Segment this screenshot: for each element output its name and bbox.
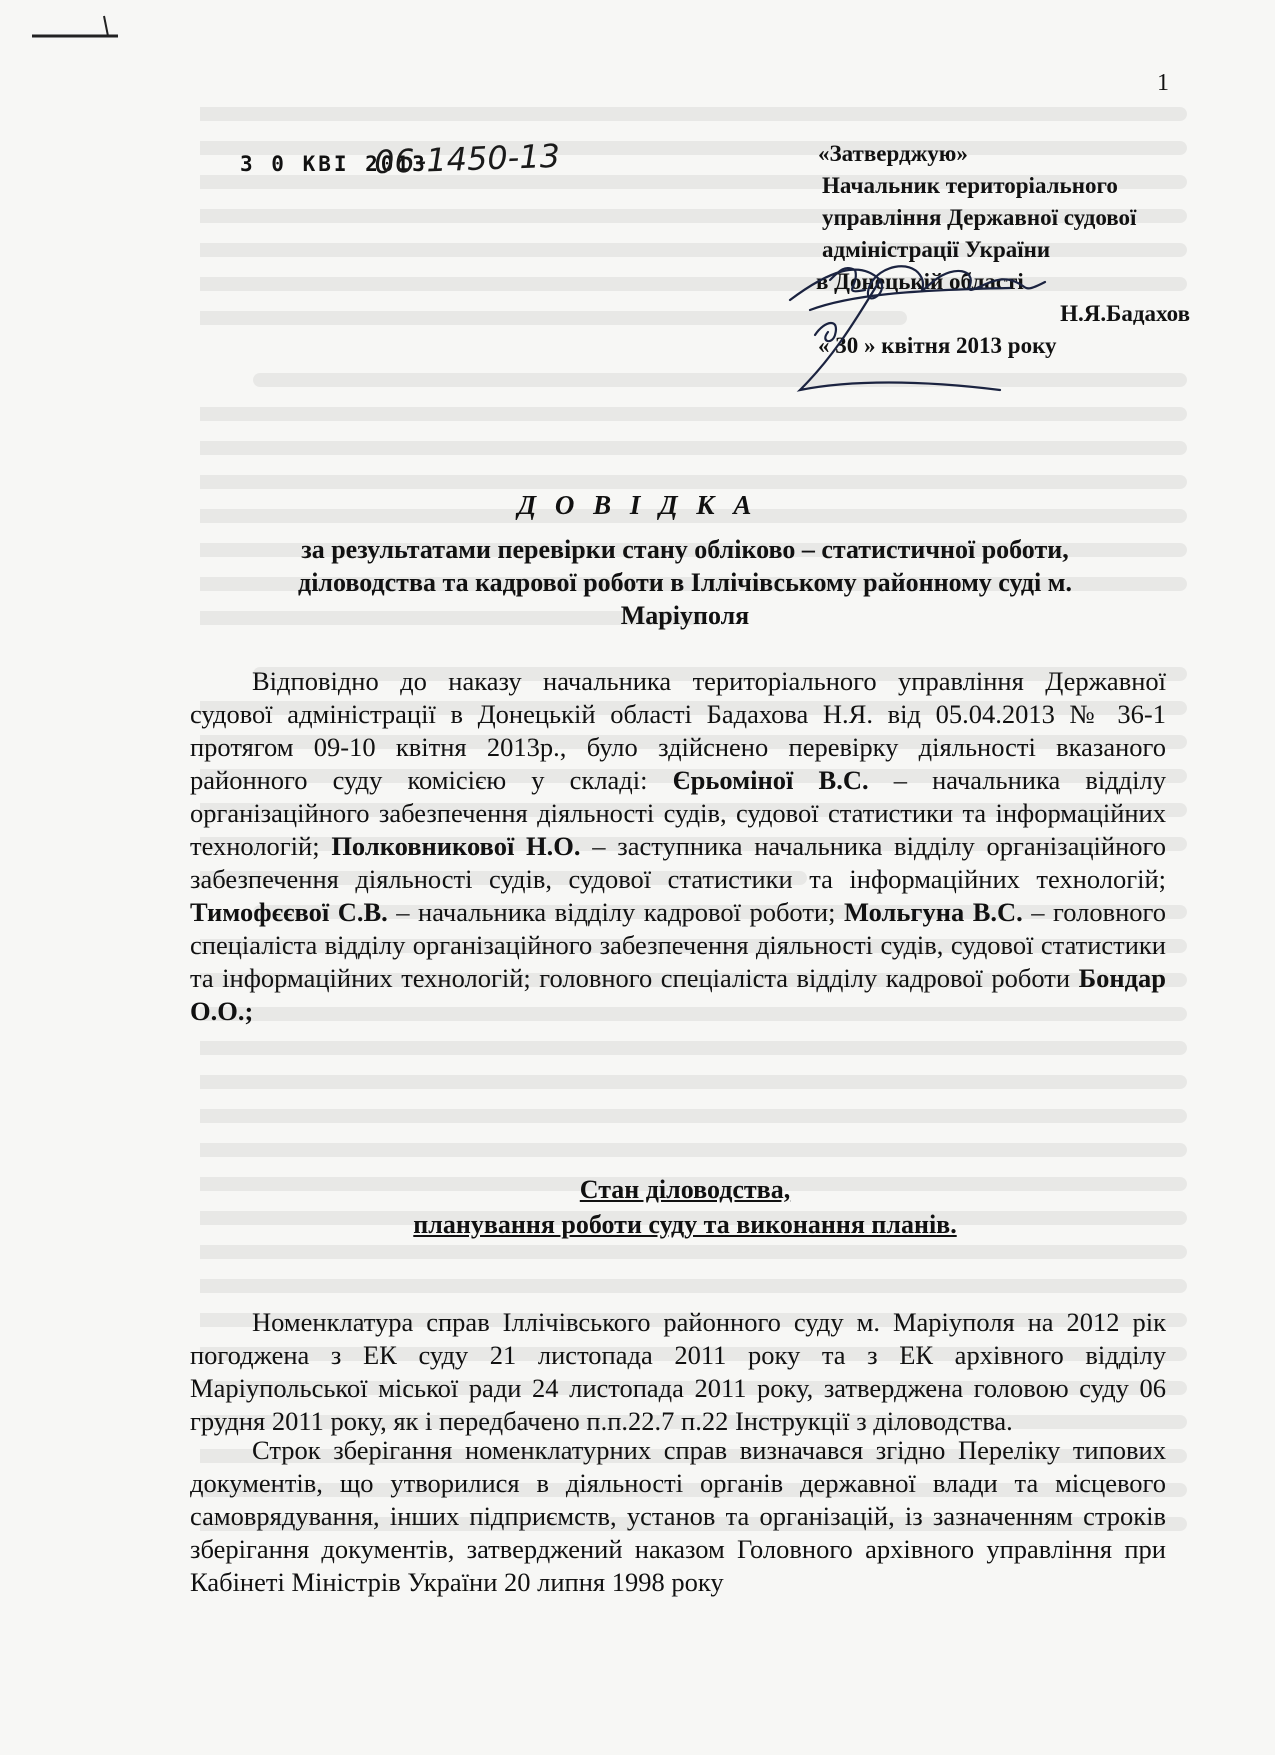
paragraph-text: Номенклатура справ Іллічівського районного суду м. Маріуполя на 2012 рік погоджена з ЕК суду 21 листопада 2011 року та з ЕК архівного відділу Маріупольської міської ради 24 листопада 2011 року, затверджена головою суду 06 грудня 2011 року, як і передбачено п.п.22.7 п.22 Інструкції з діловодства.	[190, 1307, 1166, 1436]
approval-heading: «Затверджую»	[818, 141, 968, 166]
section-heading-line: планування роботи суду та виконання планів.	[413, 1210, 957, 1239]
page-number: 1	[1157, 70, 1169, 96]
paragraph-nomenclature	[190, 1306, 1166, 1438]
commission-member-name: Бондар О.О.;	[190, 963, 1166, 1026]
paragraph-commission	[190, 665, 1166, 1028]
approval-position-line4: в Донецькій області	[816, 269, 1024, 294]
paragraph-text	[190, 665, 1166, 1028]
commission-member-name: Полковникової Н.О.	[331, 831, 581, 861]
paragraph-storage-terms	[190, 1434, 1166, 1599]
text-run: – начальника відділу організаційного забезпечення діяльності судів, судової статистики та інформаційних технологій;	[190, 765, 1166, 861]
text-run: – головного спеціаліста відділу організаційного забезпечення діяльності судів, судової статистики та інформаційних технологій; головного спеціаліста відділу кадрової роботи	[190, 897, 1167, 993]
handwritten-signature	[770, 240, 1090, 410]
approval-position-line2: управління Державної судової	[822, 205, 1137, 230]
subtitle-line: діловодства та кадрової роботи в Іллічівському районному суді м.	[298, 568, 1072, 597]
received-date-stamp: 3 0 КВІ 2013	[240, 152, 428, 176]
commission-member-name: Єрьоміної В.С.	[672, 765, 869, 795]
section-heading-line: Стан діловодства,	[579, 1175, 791, 1204]
commission-member-name: Тимофєєвої С.В.	[190, 897, 388, 927]
approval-date: « 30 » квітня 2013 року	[818, 333, 1057, 358]
commission-member-name: Мольгуна В.С.	[843, 897, 1023, 927]
text-run: Відповідно до наказу начальника територіального управління Державної судової адміністрації в Донецькій області Бадахова Н.Я. від 05.04.2013 № 36-1 протягом 09-10 квітня 2013р., було здійснено перевірку діяльності вказаного районного суду комісією у складі:	[190, 666, 1166, 795]
approval-position-line3: адміністрації України	[822, 237, 1051, 262]
document-title: Д О В І Д К А	[517, 490, 758, 520]
subtitle-line: за результатами перевірки стану обліково – статистичної роботи,	[301, 535, 1069, 564]
paragraph-text: Строк зберігання номенклатурних справ визначався згідно Переліку типових документів, що утворилися в діяльності органів державної влади та місцевого самоврядування, інших підприємств, установ та організацій, із зазначенням строків зберігання документів, затверджений наказом Головного архівного управління при Кабінеті Міністрів України 20 липня 1998 року	[190, 1435, 1166, 1597]
approval-position-line1: Начальник територіального	[822, 173, 1118, 198]
document-subtitle	[190, 533, 1180, 632]
corner-pen-mark	[30, 14, 122, 44]
text-run: – заступника начальника відділу організаційного забезпечення діяльності судів, судової статистики та інформаційних технологій;	[190, 831, 1166, 894]
approver-name: Н.Я.Бадахов	[1060, 301, 1190, 326]
text-run: – начальника відділу кадрової роботи;	[387, 897, 844, 927]
subtitle-line: Маріуполя	[620, 601, 750, 630]
handwritten-registration-number: 06-1450-13	[373, 136, 561, 182]
section-heading	[190, 1172, 1180, 1242]
